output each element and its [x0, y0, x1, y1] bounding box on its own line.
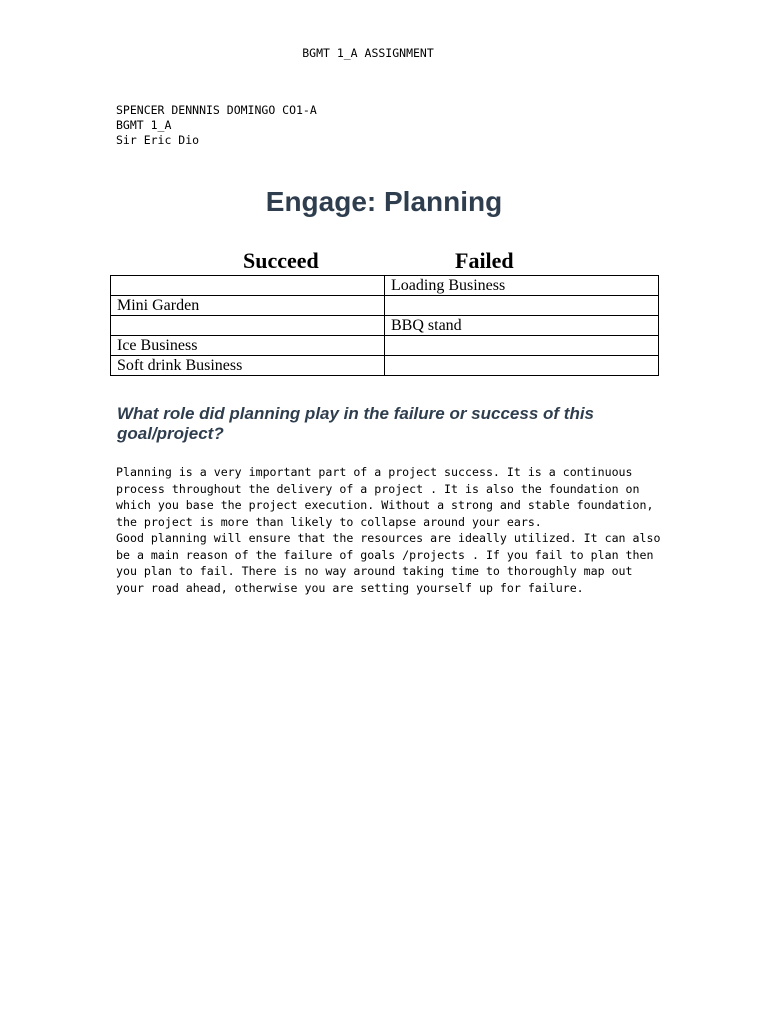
- failed-cell: Loading Business: [385, 276, 659, 296]
- teacher-line: Sir Eric Dio: [116, 133, 200, 147]
- answer-body: [116, 464, 661, 596]
- failed-cell: BBQ stand: [385, 316, 659, 336]
- succeed-cell: Ice Business: [111, 336, 385, 356]
- table-column-headers: [110, 248, 659, 276]
- table-row: [111, 336, 659, 356]
- succeed-cell: [111, 276, 385, 296]
- page-title: Engage: Planning: [265, 186, 503, 217]
- succeed-cell: Mini Garden: [111, 296, 385, 316]
- failed-cell: [385, 296, 659, 316]
- outcomes-table: [110, 275, 659, 376]
- author-block: [116, 103, 317, 148]
- failed-cell: [385, 336, 659, 356]
- failed-column-header: Failed: [455, 248, 514, 273]
- class-line: BGMT 1_A: [116, 118, 172, 132]
- succeed-cell: [111, 316, 385, 336]
- assignment-header: BGMT 1_A ASSIGNMENT: [302, 46, 434, 60]
- answer-paragraph: Good planning will ensure that the resources are ideally utilized. It can also be a main reason of the failure of goals /projects . If you fail to plan then you plan to fail. There is no way around taking time to thoroughly map out your road ahead, otherwise you are setting yourself up for failure.: [116, 531, 661, 595]
- student-name-line: SPENCER DENNNIS DOMINGO CO1-A: [116, 103, 317, 117]
- table-row: [111, 316, 659, 336]
- table-row: [111, 356, 659, 376]
- answer-paragraph: Planning is a very important part of a project success. It is a continuous process throughout the delivery of a project . It is also the foundation on which you base the project execution. Without a strong and stable foundation, the project is more than likely to collapse around your ears.: [116, 465, 654, 529]
- table-row: [111, 276, 659, 296]
- failed-cell: [385, 356, 659, 376]
- succeed-column-header: Succeed: [243, 248, 319, 273]
- question-heading: What role did planning play in the failure or success of this goal/project?: [117, 404, 595, 443]
- succeed-cell: Soft drink Business: [111, 356, 385, 376]
- table-row: [111, 296, 659, 316]
